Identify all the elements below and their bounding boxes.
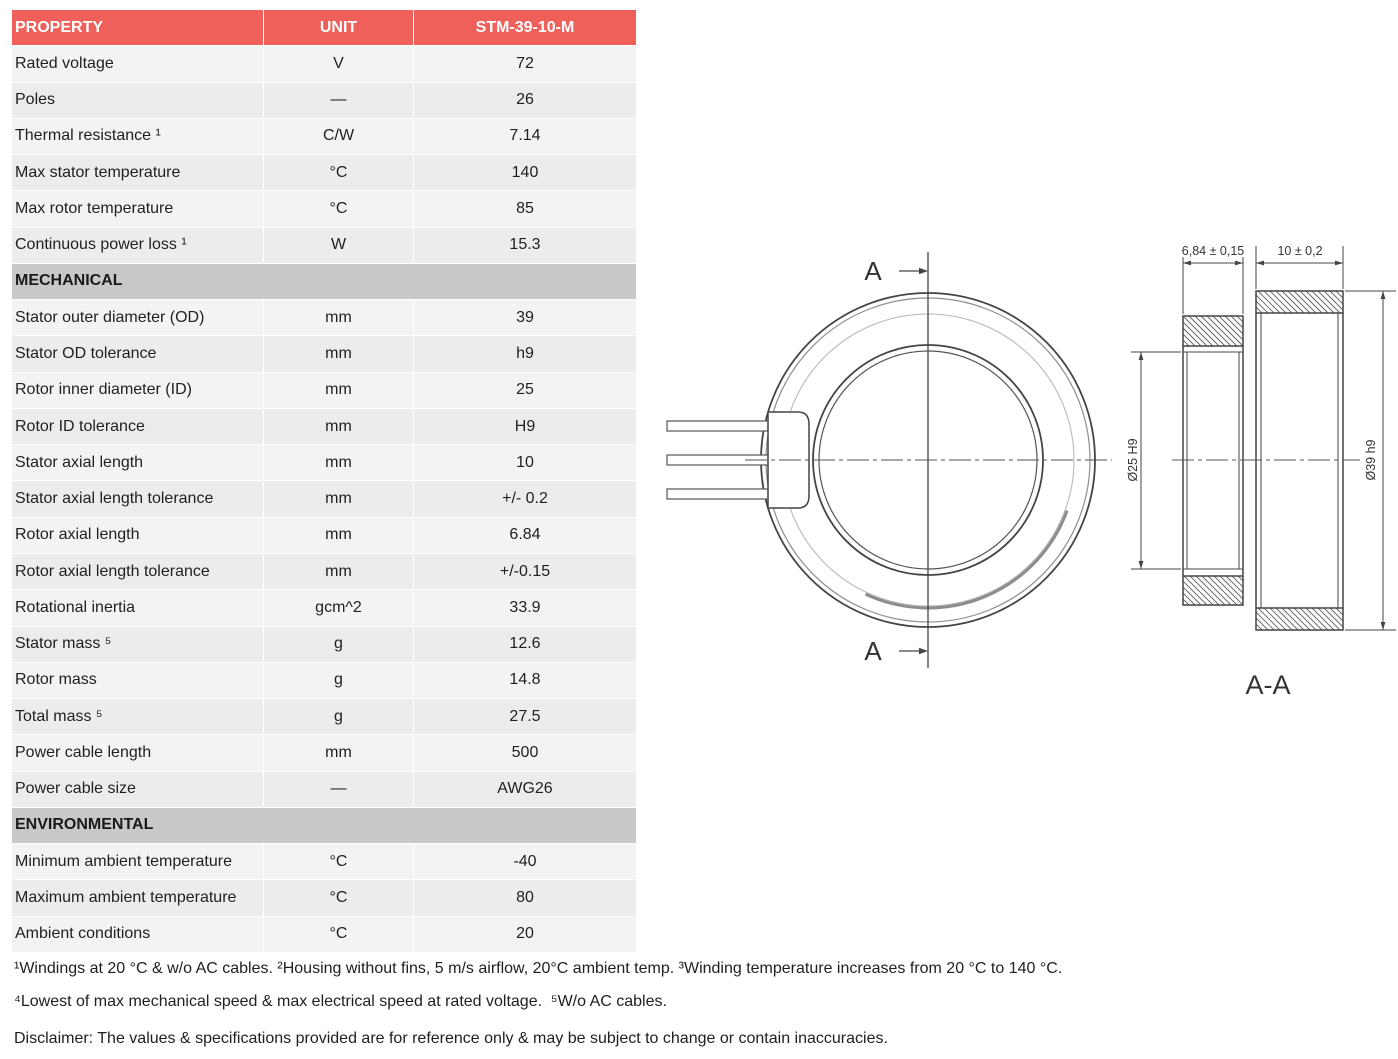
hatch-line <box>1183 599 1189 605</box>
hatch-line <box>1324 291 1343 310</box>
property-cell: Rotor axial length tolerance <box>12 554 264 589</box>
property-cell: Rotor axial length <box>12 518 264 553</box>
table-row <box>12 518 636 554</box>
hatch-line <box>1183 316 1213 346</box>
value-cell: 15.3 <box>414 228 636 263</box>
dimension-text-stator-length: 10 ± 0,2 <box>1277 244 1323 258</box>
table-header-row <box>12 10 636 46</box>
dimension-arrow <box>1183 261 1191 266</box>
header-property: PROPERTY <box>12 10 264 45</box>
table-row <box>12 228 636 264</box>
section-marker-bottom: A <box>864 636 882 666</box>
property-cell: Stator axial length <box>12 445 264 480</box>
property-cell: Stator OD tolerance <box>12 336 264 371</box>
section-title: ENVIRONMENTAL <box>12 808 636 843</box>
value-cell: 85 <box>414 191 636 226</box>
unit-cell: mm <box>264 409 414 444</box>
property-cell: Minimum ambient temperature <box>12 844 264 879</box>
hatch-line <box>1183 340 1189 346</box>
table-row <box>12 880 636 916</box>
unit-cell: — <box>264 83 414 118</box>
hatch-line <box>1276 608 1298 630</box>
value-cell: 14.8 <box>414 663 636 698</box>
property-cell: Rotor mass <box>12 663 264 698</box>
property-cell: Stator mass ⁵ <box>12 627 264 662</box>
hatch-line <box>1318 291 1340 313</box>
hatch-line <box>1306 291 1328 313</box>
table-row <box>12 481 636 517</box>
hatch-line <box>1300 608 1322 630</box>
property-cell: Ambient conditions <box>12 917 264 952</box>
dimension-text-rotor-length: 6,84 ± 0,15 <box>1181 244 1245 258</box>
hatch-line <box>1312 608 1334 630</box>
hatch-line <box>1330 608 1343 621</box>
hatch-line <box>1288 291 1310 313</box>
hatch-line <box>1183 322 1207 346</box>
hatch-line <box>1232 576 1243 587</box>
dimension-arrow <box>1381 622 1386 630</box>
value-cell: 500 <box>414 735 636 770</box>
property-cell: Maximum ambient temperature <box>12 880 264 915</box>
unit-cell: °C <box>264 880 414 915</box>
hatch-line <box>1270 291 1292 313</box>
hatch-line <box>1219 316 1243 340</box>
table-row <box>12 627 636 663</box>
hatch-line <box>1318 608 1340 630</box>
dimensions <box>1131 246 1396 630</box>
property-cell: Stator axial length tolerance <box>12 481 264 516</box>
hatch-line <box>1189 316 1219 346</box>
value-cell: 140 <box>414 155 636 190</box>
table-row <box>12 699 636 735</box>
table-row <box>12 46 636 82</box>
dimension-arrow <box>1235 261 1243 266</box>
unit-cell: g <box>264 627 414 662</box>
hatch-line <box>1237 316 1243 322</box>
value-cell: 80 <box>414 880 636 915</box>
section-header-mechanical <box>12 264 636 300</box>
unit-cell: mm <box>264 554 414 589</box>
section-view-label: A-A <box>1245 670 1291 700</box>
header-unit: UNIT <box>264 10 414 45</box>
unit-cell: mm <box>264 300 414 335</box>
section-arrow-head-top <box>919 268 928 274</box>
section-view <box>1172 291 1360 630</box>
table-row <box>12 191 636 227</box>
section-arrow-head-bottom <box>919 648 928 654</box>
header-model: STM-39-10-M <box>414 10 636 45</box>
hatch-line <box>1312 291 1334 313</box>
hatch-line <box>1184 576 1213 605</box>
hatch-line <box>1214 576 1243 605</box>
value-cell: 72 <box>414 46 636 81</box>
unit-cell: mm <box>264 445 414 480</box>
table-row <box>12 772 636 808</box>
section-title: MECHANICAL <box>12 264 636 299</box>
hatch-line <box>1183 334 1195 346</box>
table-row <box>12 409 636 445</box>
table-row <box>12 844 636 880</box>
section-header-environmental <box>12 808 636 844</box>
hatch-line <box>1264 608 1286 630</box>
stator-edge-shading <box>866 511 1068 608</box>
unit-cell: gcm^2 <box>264 590 414 625</box>
value-cell: 33.9 <box>414 590 636 625</box>
dimension-arrow <box>1139 352 1144 360</box>
table-row <box>12 155 636 191</box>
power-cable-3 <box>667 489 768 499</box>
hatch-line <box>1336 291 1343 298</box>
hatch-line <box>1336 608 1343 615</box>
table-row <box>12 663 636 699</box>
value-cell: 25 <box>414 373 636 408</box>
technical-drawing <box>650 230 1398 710</box>
unit-cell: °C <box>264 155 414 190</box>
unit-cell: mm <box>264 373 414 408</box>
unit-cell: mm <box>264 481 414 516</box>
table-row <box>12 917 636 953</box>
value-cell: 27.5 <box>414 699 636 734</box>
hatch-line <box>1306 608 1328 630</box>
hatch-line <box>1213 316 1243 346</box>
hatch-line <box>1196 576 1225 605</box>
value-cell: +/-0.15 <box>414 554 636 589</box>
hatch-line <box>1258 291 1280 313</box>
unit-cell: C/W <box>264 119 414 154</box>
unit-cell: °C <box>264 844 414 879</box>
hatch-line <box>1276 291 1298 313</box>
unit-cell: W <box>264 228 414 263</box>
hatch-line <box>1294 608 1316 630</box>
dimension-text-rotor-id: Ø25 H9 <box>1126 438 1140 482</box>
hatch-line <box>1288 608 1310 630</box>
hatch-line <box>1231 316 1243 328</box>
hatch-line <box>1270 608 1292 630</box>
value-cell: -40 <box>414 844 636 879</box>
dimension-arrow <box>1139 561 1144 569</box>
hatch-line <box>1300 291 1322 313</box>
hatch-line <box>1330 291 1343 304</box>
value-cell: +/- 0.2 <box>414 481 636 516</box>
power-cable-1 <box>667 421 768 431</box>
unit-cell: g <box>264 663 414 698</box>
disclaimer: Disclaimer: The values & specifications provided are for reference only & may be subject to change or contain inaccuracies. <box>14 1030 888 1047</box>
value-cell: 6.84 <box>414 518 636 553</box>
property-cell: Thermal resistance ¹ <box>12 119 264 154</box>
hatch-line <box>1264 291 1286 313</box>
unit-cell: V <box>264 46 414 81</box>
section-marker-top: A <box>864 256 882 286</box>
value-cell: 20 <box>414 917 636 952</box>
dimension-arrow <box>1381 291 1386 299</box>
unit-cell: — <box>264 772 414 807</box>
dimension-arrow <box>1335 261 1343 266</box>
table-row <box>12 445 636 481</box>
table-row <box>12 336 636 372</box>
property-cell: Max stator temperature <box>12 155 264 190</box>
hatch-line <box>1324 608 1343 627</box>
footnote-line-2: ⁴Lowest of max mechanical speed & max electrical speed at rated voltage. ⁵W/o AC cables. <box>14 993 667 1010</box>
value-cell: AWG26 <box>414 772 636 807</box>
unit-cell: mm <box>264 336 414 371</box>
hatch-line <box>1258 608 1280 630</box>
value-cell: h9 <box>414 336 636 371</box>
hatch-line <box>1282 608 1304 630</box>
hatch-line <box>1256 301 1268 313</box>
table-row <box>12 300 636 336</box>
dimension-text-stator-od: Ø39 h9 <box>1364 439 1378 481</box>
property-cell: Continuous power loss ¹ <box>12 228 264 263</box>
unit-cell: °C <box>264 191 414 226</box>
unit-cell: g <box>264 699 414 734</box>
property-cell: Rotational inertia <box>12 590 264 625</box>
property-cell: Rotor inner diameter (ID) <box>12 373 264 408</box>
hatch-line <box>1195 316 1225 346</box>
hatch-line <box>1256 307 1262 313</box>
hatch-line <box>1294 291 1316 313</box>
hatch-line <box>1207 316 1237 346</box>
front-view <box>667 252 1112 668</box>
property-cell: Power cable size <box>12 772 264 807</box>
hatch-line <box>1256 618 1268 630</box>
footnote-line-1: ¹Windings at 20 °C & w/o AC cables. ²Housing without fins, 5 m/s airflow, 20°C ambient temp. ³Winding temperature increases from 20 °C to 140 °C. <box>14 960 1063 977</box>
table-row <box>12 119 636 155</box>
value-cell: 10 <box>414 445 636 480</box>
hatch-line <box>1282 291 1304 313</box>
hatch-line <box>1183 593 1195 605</box>
unit-cell: mm <box>264 735 414 770</box>
property-cell: Rotor ID tolerance <box>12 409 264 444</box>
hatch-line <box>1256 624 1262 630</box>
table-row <box>12 554 636 590</box>
hatch-line <box>1202 576 1231 605</box>
property-cell: Power cable length <box>12 735 264 770</box>
hatch-line <box>1201 316 1231 346</box>
hatch-line <box>1190 576 1219 605</box>
property-cell: Total mass ⁵ <box>12 699 264 734</box>
table-row <box>12 590 636 626</box>
property-cell: Rated voltage <box>12 46 264 81</box>
hatch-line <box>1183 581 1207 605</box>
value-cell: H9 <box>414 409 636 444</box>
table-row <box>12 373 636 409</box>
hatch-line <box>1220 576 1243 599</box>
hatch-line <box>1208 576 1237 605</box>
unit-cell: °C <box>264 917 414 952</box>
property-cell: Max rotor temperature <box>12 191 264 226</box>
unit-cell: mm <box>264 518 414 553</box>
value-cell: 39 <box>414 300 636 335</box>
value-cell: 26 <box>414 83 636 118</box>
spec-table <box>12 10 636 953</box>
property-cell: Stator outer diameter (OD) <box>12 300 264 335</box>
table-row <box>12 83 636 119</box>
table-row <box>12 735 636 771</box>
dimension-arrow <box>1256 261 1264 266</box>
value-cell: 12.6 <box>414 627 636 662</box>
value-cell: 7.14 <box>414 119 636 154</box>
property-cell: Poles <box>12 83 264 118</box>
